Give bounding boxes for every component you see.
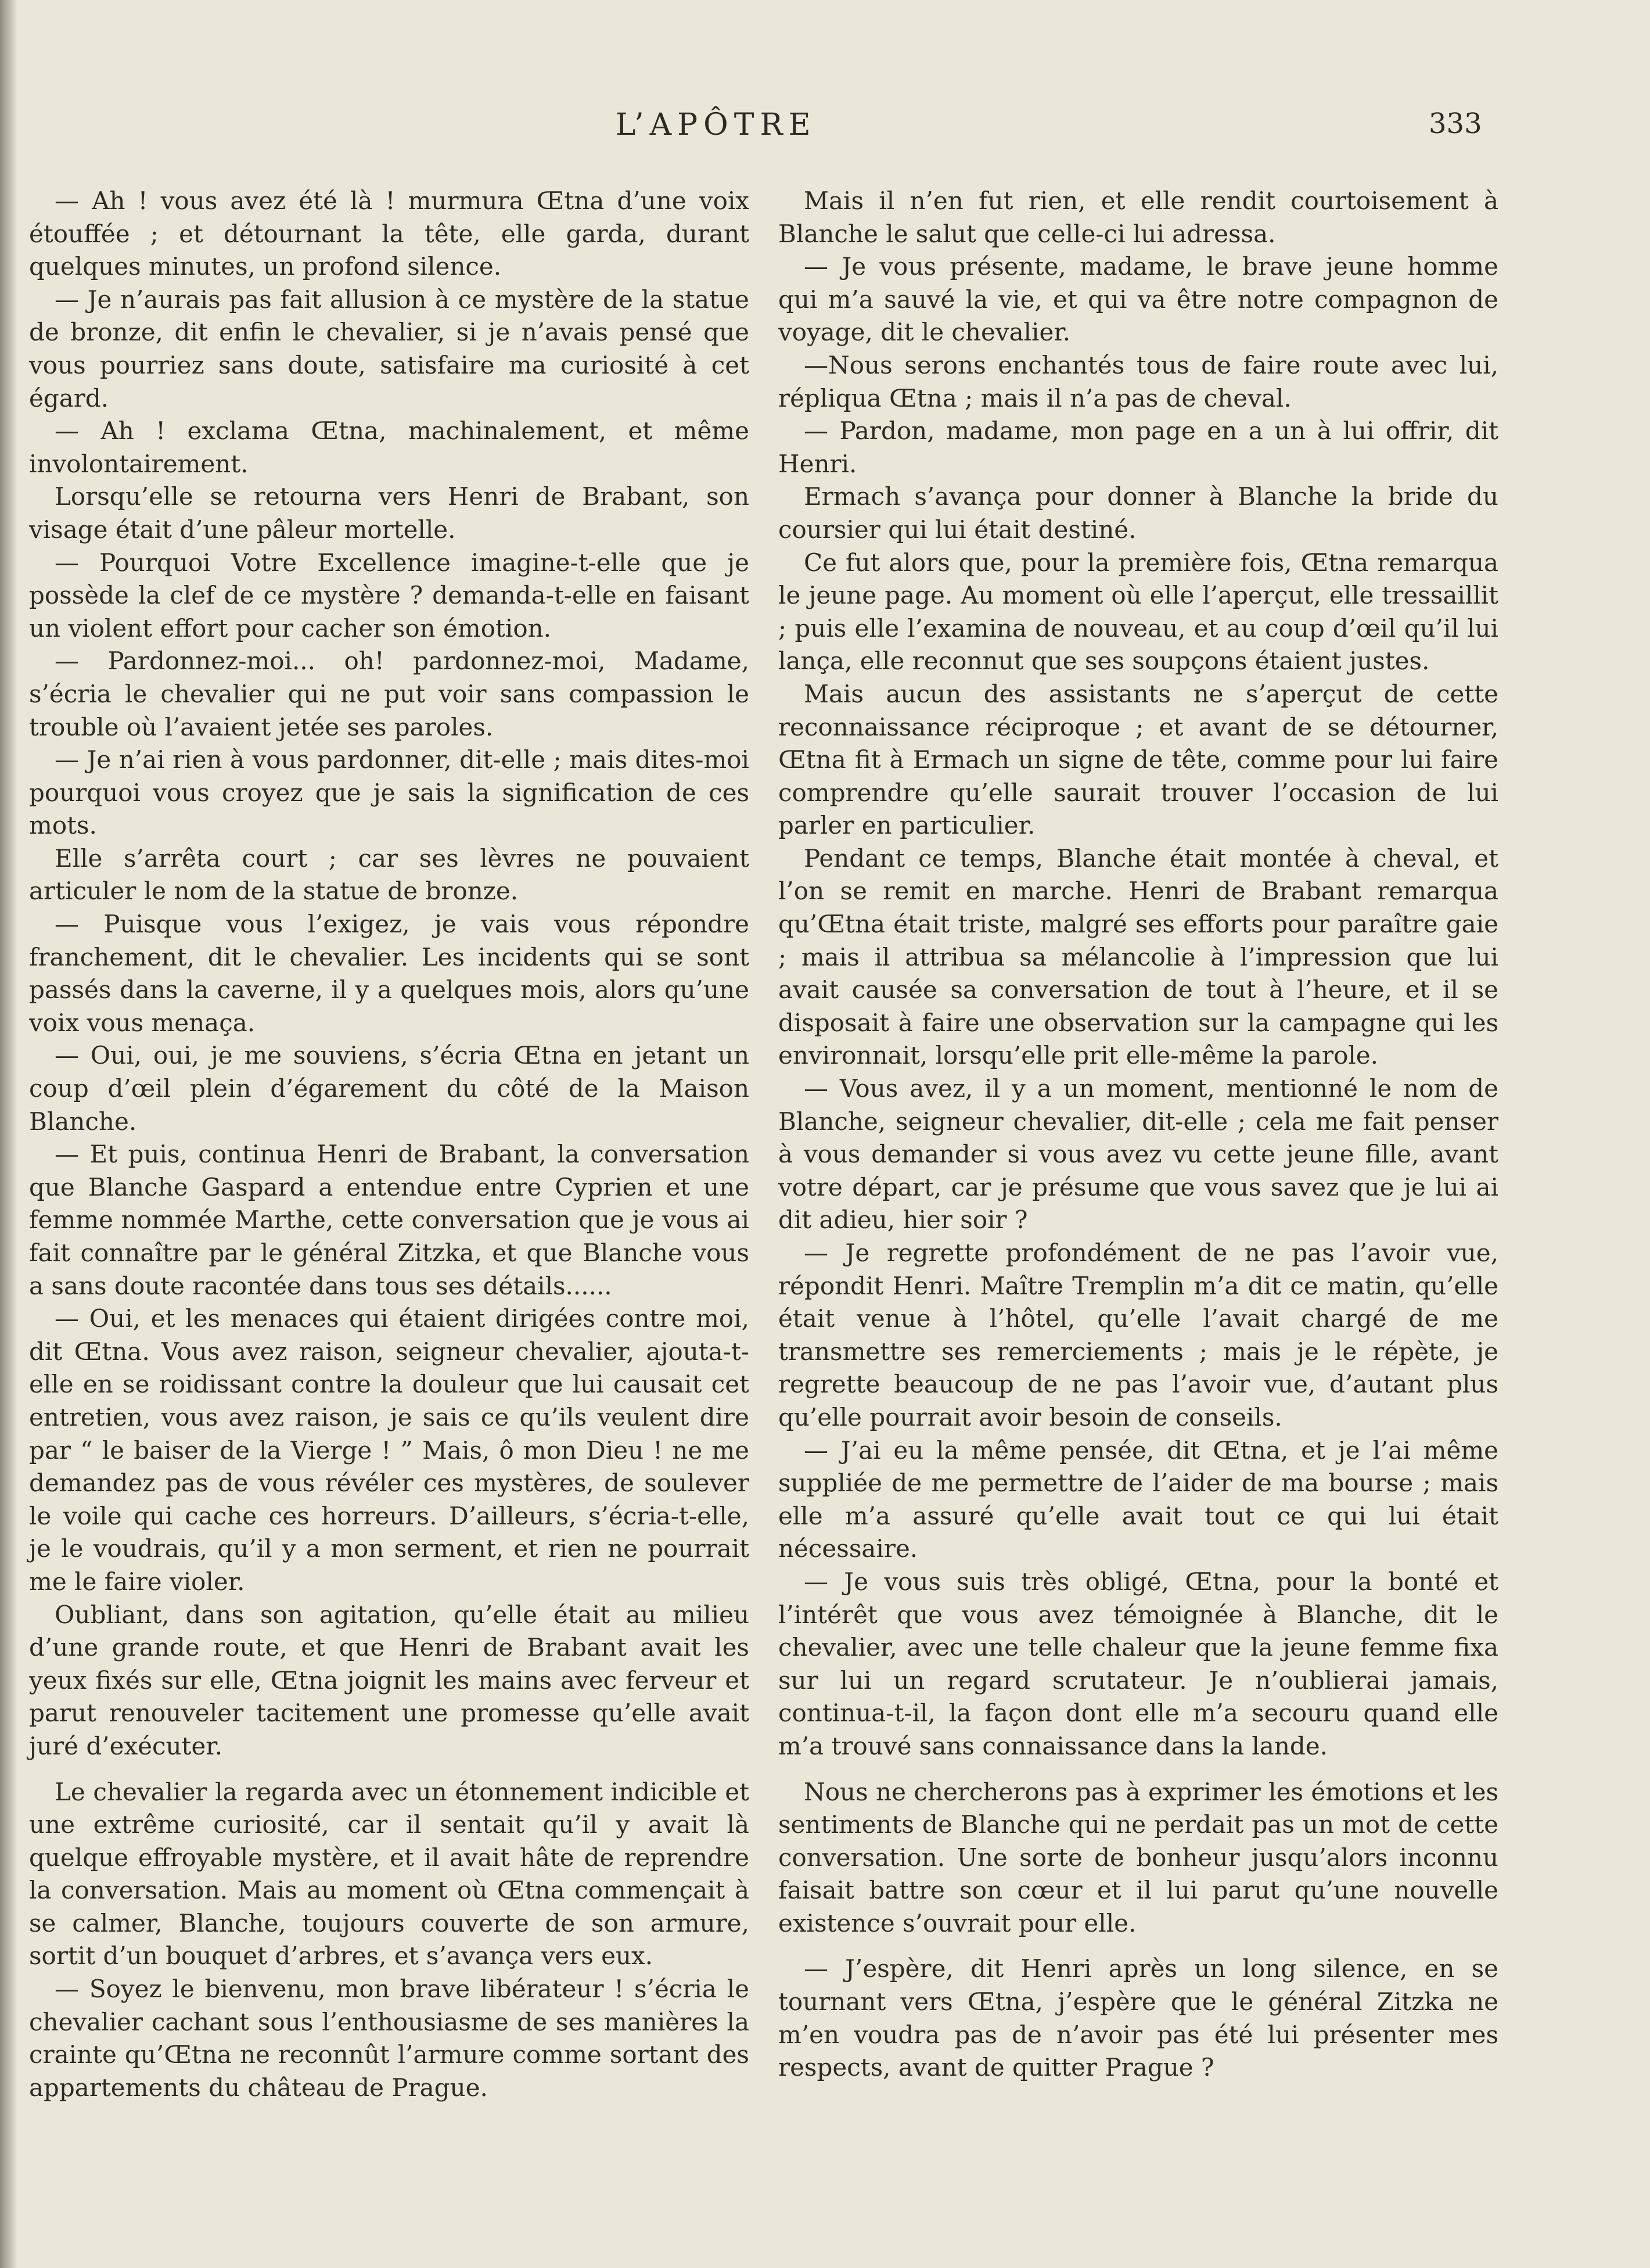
paragraph: — Puisque vous l’exigez, je vais vous répondre franchement, dit le chevalier. Les incidents qui se sont passés dans la caverne, il y a quelques mois, alors qu’une voix vous menaça. bbox=[29, 910, 749, 1037]
paragraph: — J’espère, dit Henri après un long silence, en se tournant vers Œtna, j’espère que le général Zitzka ne m’en voudra pas de n’avoir pas été lui présenter mes respects, avant de quitter Prague ? bbox=[778, 1954, 1498, 2082]
paragraph: — Je n’ai rien à vous pardonner, dit-elle ; mais dites-moi pourquoi vous croyez que je sais la signification de ces mots. bbox=[29, 745, 749, 840]
paragraph: — Je n’aurais pas fait allusion à ce mystère de la statue de bronze, dit enfin le chevalier, si je n’avais pensé que vous pourriez sans doute, satisfaire ma curiosité à cet égard. bbox=[29, 285, 749, 412]
paragraph: — Soyez le bienvenu, mon brave libérateur ! s’écria le chevalier cachant sous l’enthousiasme de ses manières la crainte qu’Œtna ne reconnût l’armure comme sortant des appartements du château de Prague. bbox=[29, 1975, 749, 2102]
left-column bbox=[29, 185, 749, 2104]
paragraph: Mais il n’en fut rien, et elle rendit courtoisement à Blanche le salut que celle-ci lui adressa. bbox=[778, 186, 1498, 248]
paragraph: — Je vous suis très obligé, Œtna, pour la bonté et l’intérêt que vous avez témoignée à Blanche, dit le chevalier, avec une telle chaleur que la jeune femme fixa sur lui un regard scrutateur. Je n’oublierai jamais, continua-t-il, la façon dont elle m’a secouru quand elle m’a trouvé sans connaissance dans la lande. bbox=[778, 1567, 1498, 1760]
paragraph: Ce fut alors que, pour la première fois, Œtna remarqua le jeune page. Au moment où elle l’aperçut, elle tressaillit ; puis elle l’examina de nouveau, et au coup d’œil qu’il lui lança, elle reconnut que ses soupçons étaient justes. bbox=[778, 548, 1498, 676]
paragraph: Lorsqu’elle se retourna vers Henri de Brabant, son visage était d’une pâleur mortelle. bbox=[29, 482, 749, 544]
paragraph: — Ah ! exclama Œtna, machinalement, et même involontairement. bbox=[29, 417, 749, 478]
paragraph: — Je vous présente, madame, le brave jeune homme qui m’a sauvé la vie, et qui va être notre compagnon de voyage, dit le chevalier. bbox=[778, 252, 1498, 347]
paragraph: Le chevalier la regarda avec un étonnement indicible et une extrême curiosité, car il sentait qu’il y avait là quelque effroyable mystère, et il avait hâte de reprendre la conversation. Mais au moment où Œtna commençait à se calmer, Blanche, toujours couverte de son armure, sortit d’un bouquet d’arbres, et s’avança vers eux. bbox=[29, 1777, 749, 1971]
paragraph: Ermach s’avança pour donner à Blanche la bride du coursier qui lui était destiné. bbox=[778, 482, 1498, 544]
paragraph: — Pardon, madame, mon page en a un à lui offrir, dit Henri. bbox=[778, 417, 1498, 478]
paragraph: Oubliant, dans son agitation, qu’elle était au milieu d’une grande route, et que Henri de Brabant avait les yeux fixés sur elle, Œtna joignit les mains avec ferveur et parut renouveler tacitement une promesse qu’elle avait juré d’exécuter. bbox=[29, 1600, 749, 1760]
paragraph: — Pardonnez-moi... oh! pardonnez-moi, Madame, s’écria le chevalier qui ne put voir sans compassion le trouble où l’avaient jetée ses paroles. bbox=[29, 647, 749, 741]
paragraph: — Pourquoi Votre Excellence imagine-t-elle que je possède la clef de ce mystère ? demanda-t-elle en faisant un violent effort pour cacher son émotion. bbox=[29, 548, 749, 643]
paragraph: — Oui, oui, je me souviens, s’écria Œtna en jetant un coup d’œil plein d’égarement du côté de la Maison Blanche. bbox=[29, 1041, 749, 1136]
paragraph: Pendant ce temps, Blanche était montée à cheval, et l’on se remit en marche. Henri de Brabant remarqua qu’Œtna était triste, malgré ses efforts pour paraître gaie ; mais il attribua sa mélancolie à l’impression que lui avait causée sa conversation de tout à l’heure, et il se disposait à faire une observation sur la campagne qui les environnait, lorsqu’elle prit elle-même la parole. bbox=[778, 844, 1498, 1070]
running-title: L’APÔTRE bbox=[616, 107, 817, 142]
paragraph: — Je regrette profondément de ne pas l’avoir vue, répondit Henri. Maître Tremplin m’a dit ce matin, qu’elle était venue à l’hôtel, qu’elle l’avait chargé de me transmettre ses remerciements ; mais je le répète, je regrette beaucoup de ne pas l’avoir vue, d’autant plus qu’elle pourrait avoir besoin de conseils. bbox=[778, 1239, 1498, 1431]
page-number: 333 bbox=[1429, 107, 1482, 140]
right-column bbox=[778, 185, 1498, 2084]
paragraph: — Vous avez, il y a un moment, mentionné le nom de Blanche, seigneur chevalier, dit-elle ; cela me fait penser à vous demander si vous avez vu cette jeune fille, avant votre départ, car je présume que vous savez que je lui ai dit adieu, hier soir ? bbox=[778, 1074, 1498, 1235]
paragraph: Elle s’arrêta court ; car ses lèvres ne pouvaient articuler le nom de la statue de bronze. bbox=[29, 844, 749, 906]
paragraph: — Oui, et les menaces qui étaient dirigées contre moi, dit Œtna. Vous avez raison, seigneur chevalier, ajouta-t-elle en se roidissant contre la douleur que lui causait cet entretien, vous avez raison, je sais ce qu’ils veulent dire par “ le baiser de la Vierge ! ” Mais, ô mon Dieu ! ne me demandez pas de vous révéler ces mystères, de soulever le voile qui cache ces horreurs. D’ailleurs, s’écria-t-elle, je le voudrais, qu’il y a mon serment, et rien ne pourrait me le faire violer. bbox=[29, 1304, 749, 1596]
page-binding-edge bbox=[0, 0, 17, 2268]
paragraph: — Ah ! vous avez été là ! murmura Œtna d’une voix étouffée ; et détournant la tête, elle garda, durant quelques minutes, un profond silence. bbox=[29, 186, 749, 281]
paragraph: Mais aucun des assistants ne s’aperçut de cette reconnaissance réciproque ; et avant de se détourner, Œtna fit à Ermach un signe de tête, comme pour lui faire comprendre qu’elle saurait trouver l’occasion de lui parler en particulier. bbox=[778, 679, 1498, 840]
paragraph: Nous ne chercherons pas à exprimer les émotions et les sentiments de Blanche qui ne perdait pas un mot de cette conversation. Une sorte de bonheur jusqu’alors inconnu faisait battre son cœur et il lui parut qu’une nouvelle existence s’ouvrait pour elle. bbox=[778, 1777, 1498, 1937]
paragraph: — Et puis, continua Henri de Brabant, la conversation que Blanche Gaspard a entendue entre Cyprien et une femme nommée Marthe, cette conversation que je vous ai fait connaître par le général Zitzka, et que Blanche vous a sans doute racontée dans tous ses détails...... bbox=[29, 1140, 749, 1300]
paragraph: —Nous serons enchantés tous de faire route avec lui, répliqua Œtna ; mais il n’a pas de cheval. bbox=[778, 350, 1498, 412]
page-header bbox=[0, 107, 1650, 148]
paragraph: — J’ai eu la même pensée, dit Œtna, et je l’ai même suppliée de me permettre de l’aider de ma bourse ; mais elle m’a assuré qu’elle avait tout ce qui lui était nécessaire. bbox=[778, 1436, 1498, 1563]
